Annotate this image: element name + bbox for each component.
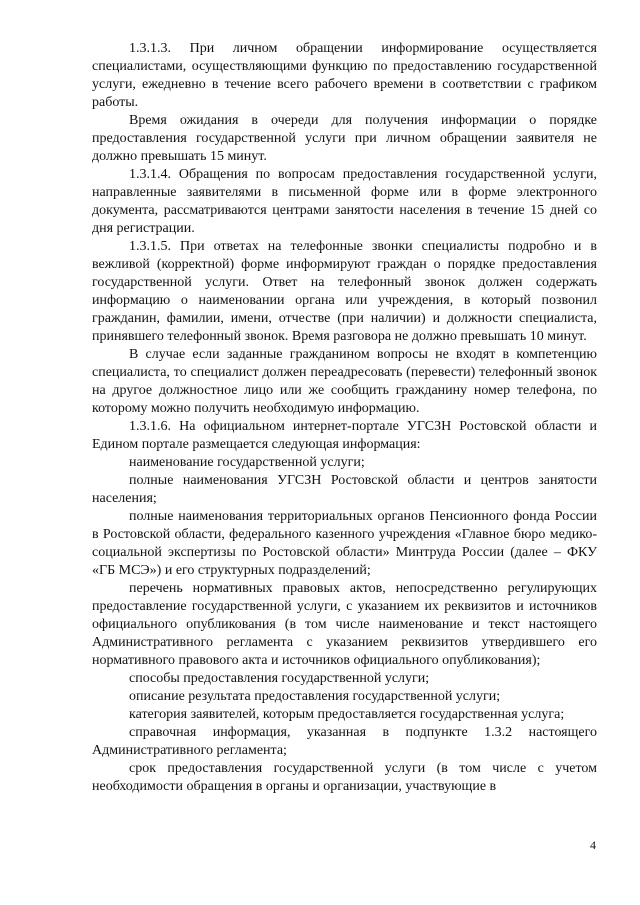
list-item: наименование государственной услуги; — [129, 455, 365, 470]
paragraph-1-3-1-3: 1.3.1.3. При личном обращении информирование осуществляется специалистами, осуществляющими функцию по предоставлению государственной услуги, ежедневно в течение всего рабочего времени в соответствии с графиком работы. — [92, 41, 597, 110]
list-item: описание результата предоставления государственной услуги; — [129, 689, 501, 704]
list-item: способы предоставления государственной услуги; — [129, 671, 430, 686]
list-item: срок предоставления государственной услуги (в том числе с учетом необходимости обращения в органы и организации, участвующие в — [92, 761, 597, 794]
paragraph-1-3-1-6: 1.3.1.6. На официальном интернет-портале УГСЗН Ростовской области и Едином портале размещается следующая информация: — [92, 419, 597, 452]
document-body — [92, 40, 597, 796]
list-item: перечень нормативных правовых актов, непосредственно регулирующих предоставление государственной услуги, с указанием их реквизитов и источников официального опубликования (в том числе наименование и текст настоящего Административного регламента с указанием реквизитов утвердившего его нормативного правового акта и источников официального опубликования); — [92, 581, 597, 668]
list-item: справочная информация, указанная в подпункте 1.3.2 настоящего Административного регламента; — [92, 725, 597, 758]
paragraph-redirect-call: В случае если заданные гражданином вопросы не входят в компетенцию специалиста, то специалист должен переадресовать (перевести) телефонный звонок на другое должностное лицо или же сообщить гражданину номер телефона, по которому можно получить необходимую информацию. — [92, 347, 597, 416]
paragraph-waiting-time: Время ожидания в очереди для получения информации о порядке предоставления государственной услуги при личном обращении заявителя не должно превышать 15 минут. — [92, 113, 597, 164]
paragraph-1-3-1-4: 1.3.1.4. Обращения по вопросам предоставления государственной услуги, направленные заявителями в письменной форме или в форме электронного документа, рассматриваются центрами занятости населения в течение 15 дней со дня регистрации. — [92, 167, 597, 236]
list-item: полные наименования территориальных органов Пенсионного фонда России в Ростовской области, федерального казенного учреждения «Главное бюро медико-социальной экспертизы по Ростовской области» Минтруда России (далее – ФКУ «ГБ МСЭ») и его структурных подразделений; — [92, 509, 597, 578]
page-number: 4 — [590, 838, 596, 852]
list-item: полные наименования УГСЗН Ростовской области и центров занятости населения; — [92, 473, 597, 506]
paragraph-1-3-1-5: 1.3.1.5. При ответах на телефонные звонки специалисты подробно и в вежливой (корректной) форме информируют граждан о порядке предоставления государственной услуги. Ответ на телефонный звонок должен содержать информацию о наименовании органа или учреждения, в который позвонил гражданин, фамилии, имени, отчестве (при наличии) и должности специалиста, принявшего телефонный звонок. Время разговора не должно превышать 10 минут. — [92, 239, 597, 344]
list-item: категория заявителей, которым предоставляется государственная услуга; — [129, 707, 565, 722]
